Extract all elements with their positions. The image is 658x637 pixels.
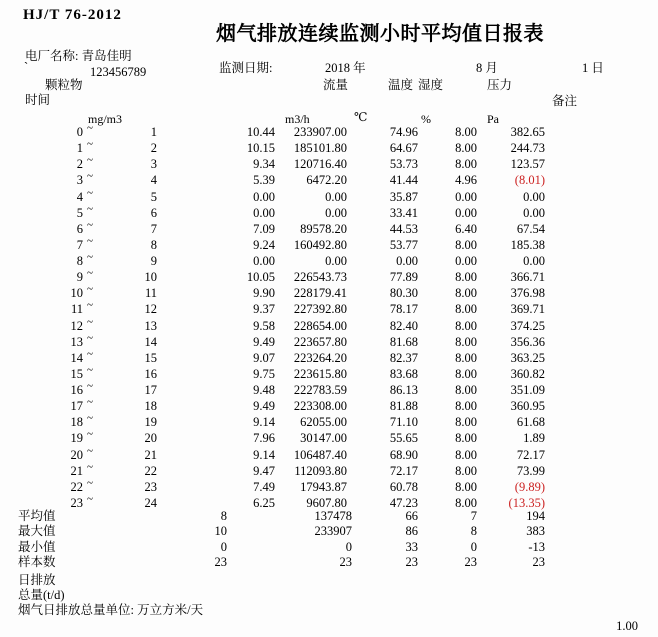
humidity-value: 8.00 — [455, 351, 477, 365]
hour-end: 9 — [150, 254, 157, 268]
summary-row — [0, 541, 658, 557]
hour-range-separator: ~ — [87, 348, 93, 360]
hour-end: 11 — [144, 286, 157, 300]
particulate-value: 9.90 — [253, 286, 275, 300]
temperature-value: 82.37 — [389, 351, 418, 365]
hour-range-separator: ~ — [87, 187, 93, 199]
hour-start: 5 — [76, 206, 83, 220]
pressure-value: 0.00 — [523, 206, 545, 220]
summary-particulate-value: 0 — [220, 540, 227, 554]
stray-tick-mark: ` — [24, 60, 29, 74]
flow-value: 223264.20 — [293, 351, 347, 365]
temperature-value: 77.89 — [389, 270, 418, 284]
hour-start: 4 — [76, 190, 83, 204]
temperature-value: 53.77 — [389, 238, 418, 252]
hour-end: 19 — [144, 415, 157, 429]
particulate-value: 9.24 — [253, 238, 275, 252]
particulate-value: 0.00 — [253, 254, 275, 268]
pressure-value: 67.54 — [516, 222, 545, 236]
hourly-row — [0, 283, 658, 303]
hour-range-separator: ~ — [87, 461, 93, 473]
hour-start: 11 — [70, 302, 83, 316]
hour-end: 12 — [144, 302, 157, 316]
flow-value: 222783.59 — [293, 383, 347, 397]
hour-range-separator: ~ — [87, 154, 93, 166]
flow-value: 223308.00 — [293, 399, 347, 413]
pressure-value: 73.99 — [516, 464, 545, 478]
flow-value: 0.00 — [325, 190, 347, 204]
summary-row — [0, 525, 658, 541]
hourly-row — [0, 348, 658, 368]
hourly-row — [0, 251, 658, 271]
hour-end: 14 — [144, 335, 157, 349]
hour-end: 10 — [144, 270, 157, 284]
temperature-value: 47.23 — [389, 496, 418, 510]
hour-start: 10 — [70, 286, 83, 300]
temperature-value: 0.00 — [396, 254, 418, 268]
hour-start: 22 — [70, 480, 83, 494]
hourly-row — [0, 170, 658, 190]
hour-range-separator: ~ — [87, 251, 93, 263]
humidity-value: 8.00 — [455, 464, 477, 478]
humidity-value: 8.00 — [455, 399, 477, 413]
temperature-value: 68.90 — [389, 448, 418, 462]
hour-end: 3 — [150, 157, 157, 171]
hourly-row — [0, 364, 658, 384]
unit-flow: m3/h — [285, 112, 310, 126]
summary-particulate-value: 23 — [214, 555, 227, 569]
pressure-value: 185.38 — [510, 238, 545, 252]
hour-end: 15 — [144, 351, 157, 365]
particulate-value: 9.58 — [253, 319, 275, 333]
humidity-value: 8.00 — [455, 286, 477, 300]
hour-range-separator: ~ — [87, 445, 93, 457]
hour-range-separator: ~ — [87, 170, 93, 182]
particulate-value: 0.00 — [253, 206, 275, 220]
pressure-value: 61.68 — [516, 415, 545, 429]
temperature-value: 81.88 — [389, 399, 418, 413]
report-title: 烟气排放连续监测小时平均值日报表 — [216, 23, 544, 45]
hour-start: 9 — [76, 270, 83, 284]
flow-value: 120716.40 — [293, 157, 347, 171]
plant-name: 电厂名称: 青岛佳明 — [25, 49, 132, 63]
monitor-date-label: 监测日期: — [219, 61, 273, 75]
pressure-value: 374.25 — [510, 319, 545, 333]
hour-range-separator: ~ — [87, 235, 93, 247]
hour-end: 5 — [150, 190, 157, 204]
hour-range-separator: ~ — [87, 267, 93, 279]
summary-pressure-value: 23 — [532, 555, 545, 569]
summary-row — [0, 556, 658, 572]
hourly-row — [0, 477, 658, 497]
unit-pressure: Pa — [487, 112, 499, 126]
summary-temperature-value: 33 — [405, 540, 418, 554]
summary-pressure-value: -13 — [528, 540, 545, 554]
flow-value: 6472.20 — [306, 173, 347, 187]
summary-flow-value: 233907 — [314, 524, 352, 538]
hour-end: 2 — [150, 141, 157, 155]
summary-particulate-value: 10 — [214, 524, 227, 538]
hour-range-separator: ~ — [87, 428, 93, 440]
monitor-date-day: 1 日 — [582, 61, 604, 75]
summary-particulate-value: 8 — [220, 509, 227, 523]
pressure-value: 0.00 — [523, 190, 545, 204]
hourly-row — [0, 267, 658, 287]
monitor-date-month: 8 月 — [476, 61, 498, 75]
column-header-pressure: 压力 — [487, 78, 513, 92]
pressure-value: 123.57 — [510, 157, 545, 171]
hour-start: 16 — [70, 383, 83, 397]
humidity-value: 8.00 — [455, 319, 477, 333]
hour-end: 24 — [144, 496, 157, 510]
flow-value: 0.00 — [325, 206, 347, 220]
unit-particulate: mg/m3 — [88, 112, 123, 126]
flow-value: 62055.00 — [300, 415, 347, 429]
daily-emission-label: 日排放 — [18, 573, 56, 587]
flow-value: 17943.87 — [300, 480, 347, 494]
summary-flow-value: 23 — [339, 555, 352, 569]
temperature-value: 64.67 — [389, 141, 418, 155]
flow-value: 228179.41 — [293, 286, 347, 300]
flow-value: 30147.00 — [300, 431, 347, 445]
flow-value: 223615.80 — [293, 367, 347, 381]
particulate-value: 9.49 — [253, 335, 275, 349]
humidity-value: 8.00 — [455, 480, 477, 494]
hour-end: 8 — [150, 238, 157, 252]
pressure-value: 366.71 — [510, 270, 545, 284]
temperature-value: 44.53 — [389, 222, 418, 236]
summary-humidity-value: 8 — [470, 524, 477, 538]
flow-value: 112093.80 — [294, 464, 347, 478]
hour-start: 15 — [70, 367, 83, 381]
particulate-value: 9.07 — [253, 351, 275, 365]
humidity-value: 8.00 — [455, 431, 477, 445]
hour-start: 12 — [70, 319, 83, 333]
hour-start: 20 — [70, 448, 83, 462]
hour-end: 22 — [144, 464, 157, 478]
flow-value: 226543.73 — [293, 270, 347, 284]
summary-flow-value: 137478 — [314, 509, 352, 523]
hour-end: 18 — [144, 399, 157, 413]
hour-range-separator: ~ — [87, 122, 93, 134]
column-header-flow: 流量 — [323, 78, 349, 92]
summary-pressure-value: 194 — [526, 509, 545, 523]
temperature-value: 71.10 — [389, 415, 418, 429]
temperature-value: 83.68 — [389, 367, 418, 381]
hour-end: 13 — [144, 319, 157, 333]
temperature-value: 81.68 — [389, 335, 418, 349]
hour-start: 8 — [76, 254, 83, 268]
hour-start: 17 — [70, 399, 83, 413]
pressure-value: 382.65 — [510, 125, 545, 139]
flow-value: 233907.00 — [293, 125, 347, 139]
total-label: 总量(t/d) — [18, 588, 65, 602]
hour-end: 1 — [150, 125, 157, 139]
humidity-value: 8.00 — [455, 141, 477, 155]
humidity-value: 8.00 — [455, 383, 477, 397]
temperature-value: 72.17 — [389, 464, 418, 478]
hour-end: 17 — [144, 383, 157, 397]
humidity-value: 8.00 — [455, 367, 477, 381]
summary-temperature-value: 86 — [405, 524, 418, 538]
monitor-date-year: 2018 年 — [325, 61, 366, 75]
particulate-value: 9.48 — [253, 383, 275, 397]
pressure-value: (9.89) — [514, 480, 545, 494]
particulate-value: 9.47 — [253, 464, 275, 478]
hour-range-separator: ~ — [87, 283, 93, 295]
humidity-value: 8.00 — [455, 496, 477, 510]
humidity-value: 8.00 — [455, 448, 477, 462]
humidity-value: 8.00 — [455, 238, 477, 252]
page-scale-value: 1.00 — [616, 619, 638, 633]
hour-start: 0 — [76, 125, 83, 139]
hour-start: 1 — [76, 141, 83, 155]
particulate-value: 9.14 — [253, 415, 275, 429]
hour-start: 3 — [76, 173, 83, 187]
summary-label: 平均值 — [18, 509, 56, 523]
hourly-row — [0, 299, 658, 319]
hourly-row — [0, 396, 658, 416]
flow-value: 228654.00 — [293, 319, 347, 333]
hourly-row — [0, 219, 658, 239]
temperature-value: 60.78 — [389, 480, 418, 494]
hour-range-separator: ~ — [87, 332, 93, 344]
summary-humidity-value: 7 — [470, 509, 477, 523]
hour-range-separator: ~ — [87, 412, 93, 424]
hour-start: 2 — [76, 157, 83, 171]
hour-start: 14 — [70, 351, 83, 365]
hour-start: 18 — [70, 415, 83, 429]
hour-range-separator: ~ — [87, 380, 93, 392]
column-header-particulate: 颗粒物 — [45, 78, 83, 92]
humidity-value: 8.00 — [455, 335, 477, 349]
hour-range-separator: ~ — [87, 477, 93, 489]
temperature-value: 82.40 — [389, 319, 418, 333]
summary-humidity-value: 23 — [464, 555, 477, 569]
pressure-value: 356.36 — [510, 335, 545, 349]
humidity-value: 8.00 — [455, 415, 477, 429]
standard-code: HJ/T 76-2012 — [23, 7, 122, 23]
pressure-value: (8.01) — [514, 173, 545, 187]
humidity-value: 8.00 — [455, 157, 477, 171]
flow-value: 9607.80 — [306, 496, 347, 510]
pressure-value: (13.35) — [508, 496, 545, 510]
humidity-value: 8.00 — [455, 302, 477, 316]
hour-start: 23 — [70, 496, 83, 510]
pressure-value: 360.82 — [510, 367, 545, 381]
temperature-value: 33.41 — [389, 206, 418, 220]
column-header-remark: 备注 — [552, 94, 578, 108]
humidity-value: 6.40 — [455, 222, 477, 236]
hour-range-separator: ~ — [87, 316, 93, 328]
humidity-value: 4.96 — [455, 173, 477, 187]
hour-range-separator: ~ — [87, 396, 93, 408]
pressure-value: 369.71 — [510, 302, 545, 316]
flow-value: 160492.80 — [293, 238, 347, 252]
particulate-value: 9.75 — [253, 367, 275, 381]
pressure-value: 351.09 — [510, 383, 545, 397]
particulate-value: 9.49 — [253, 399, 275, 413]
hour-range-separator: ~ — [87, 138, 93, 150]
summary-humidity-value: 0 — [470, 540, 477, 554]
temperature-value: 74.96 — [389, 125, 418, 139]
hour-end: 4 — [150, 173, 157, 187]
hourly-row — [0, 203, 658, 223]
summary-label: 样本数 — [18, 555, 56, 569]
hour-start: 19 — [70, 431, 83, 445]
humidity-value: 0.00 — [455, 254, 477, 268]
humidity-value: 8.00 — [455, 270, 477, 284]
hourly-row — [0, 412, 658, 432]
temperature-value: 80.30 — [389, 286, 418, 300]
hour-start: 13 — [70, 335, 83, 349]
unit-humidity: % — [421, 112, 431, 126]
humidity-value: 0.00 — [455, 190, 477, 204]
particulate-value: 7.96 — [253, 431, 275, 445]
hour-start: 6 — [76, 222, 83, 236]
particulate-value: 0.00 — [253, 190, 275, 204]
humidity-value: 0.00 — [455, 206, 477, 220]
particulate-value: 9.37 — [253, 302, 275, 316]
pressure-value: 72.17 — [516, 448, 545, 462]
humidity-value: 8.00 — [455, 125, 477, 139]
hour-end: 7 — [150, 222, 157, 236]
particulate-value: 10.44 — [246, 125, 275, 139]
summary-pressure-value: 383 — [526, 524, 545, 538]
hourly-row — [0, 332, 658, 352]
temperature-value: 55.65 — [389, 431, 418, 445]
flow-value: 185101.80 — [293, 141, 347, 155]
hourly-row — [0, 380, 658, 400]
pressure-value: 244.73 — [510, 141, 545, 155]
summary-label: 最小值 — [18, 540, 56, 554]
hour-start: 7 — [76, 238, 83, 252]
pressure-value: 376.98 — [510, 286, 545, 300]
particulate-value: 6.25 — [253, 496, 275, 510]
hour-range-separator: ~ — [87, 299, 93, 311]
particulate-value: 10.05 — [246, 270, 275, 284]
temperature-value: 78.17 — [389, 302, 418, 316]
hour-end: 16 — [144, 367, 157, 381]
hour-range-separator: ~ — [87, 203, 93, 215]
pressure-value: 1.89 — [523, 431, 545, 445]
particulate-value: 7.49 — [253, 480, 275, 494]
summary-temperature-value: 23 — [405, 555, 418, 569]
summary-flow-value: 0 — [345, 540, 352, 554]
unit-temperature: ℃ — [354, 110, 368, 124]
temperature-value: 41.44 — [389, 173, 418, 187]
hour-end: 21 — [144, 448, 157, 462]
temperature-value: 53.73 — [389, 157, 418, 171]
hourly-row — [0, 461, 658, 481]
plant-code: 123456789 — [90, 65, 147, 79]
particulate-value: 9.14 — [253, 448, 275, 462]
hour-range-separator: ~ — [87, 364, 93, 376]
hour-end: 6 — [150, 206, 157, 220]
column-header-time: 时间 — [25, 93, 51, 107]
temperature-value: 35.87 — [389, 190, 418, 204]
temperature-value: 86.13 — [389, 383, 418, 397]
hour-range-separator: ~ — [87, 219, 93, 231]
hourly-row — [0, 235, 658, 255]
flow-value: 223657.80 — [293, 335, 347, 349]
flow-value: 89578.20 — [300, 222, 347, 236]
hour-range-separator: ~ — [87, 493, 93, 505]
pressure-value: 0.00 — [523, 254, 545, 268]
flow-value: 106487.40 — [293, 448, 347, 462]
hourly-row — [0, 445, 658, 465]
hourly-row — [0, 138, 658, 158]
particulate-value: 7.09 — [253, 222, 275, 236]
hourly-row — [0, 154, 658, 174]
hour-start: 21 — [70, 464, 83, 478]
hour-end: 20 — [144, 431, 157, 445]
pressure-value: 363.25 — [510, 351, 545, 365]
hourly-row — [0, 316, 658, 336]
pressure-value: 360.95 — [510, 399, 545, 413]
hourly-row — [0, 122, 658, 142]
flow-value: 227392.80 — [293, 302, 347, 316]
flow-value: 0.00 — [325, 254, 347, 268]
particulate-value: 5.39 — [253, 173, 275, 187]
column-header-humidity: 湿度 — [418, 78, 444, 92]
emission-unit-note: 烟气日排放总量单位: 万立方米/天 — [18, 603, 204, 617]
hourly-row — [0, 428, 658, 448]
particulate-value: 9.34 — [253, 157, 275, 171]
column-header-temperature: 温度 — [388, 78, 414, 92]
particulate-value: 10.15 — [246, 141, 275, 155]
hourly-row — [0, 187, 658, 207]
summary-temperature-value: 66 — [405, 509, 418, 523]
summary-label: 最大值 — [18, 524, 56, 538]
hour-end: 23 — [144, 480, 157, 494]
